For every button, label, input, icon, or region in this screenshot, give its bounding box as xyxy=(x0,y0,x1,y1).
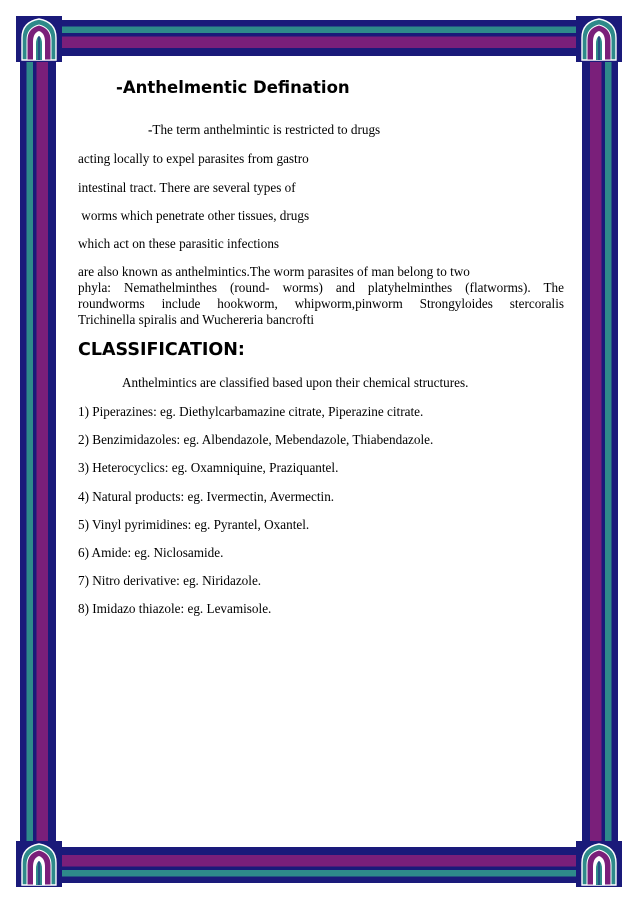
classification-item: 4) Natural products: eg. Ivermectin, Avermectin. xyxy=(78,489,335,504)
intro-line-1 xyxy=(148,122,380,138)
intro-line-9: Trichinella spiralis and Wuchereria bancrofti xyxy=(78,312,315,327)
corner-top-right-arch-icon xyxy=(576,16,622,62)
bottom-border-bar xyxy=(22,847,616,883)
classification-item: 5) Vinyl pyrimidines: eg. Pyrantel, Oxantel. xyxy=(78,517,310,532)
corner-bottom-right-arch-icon xyxy=(576,841,622,887)
left-border-bar xyxy=(20,22,56,882)
page-title: -Anthelmentic Defination xyxy=(116,78,350,97)
intro-line-8: roundworms include hookworm, whipworm,pinworm Strongyloides stercoralis xyxy=(78,296,564,311)
corner-top-left-arch-icon xyxy=(16,16,62,62)
intro-line-4: worms which penetrate other tissues, drugs xyxy=(78,208,310,223)
intro-line-1-text: The term anthelmintic is restricted to drugs xyxy=(152,122,381,137)
intro-line-5: which act on these parasitic infections xyxy=(78,236,280,251)
classification-item: 2) Benzimidazoles: eg. Albendazole, Mebendazole, Thiabendazole. xyxy=(78,432,434,447)
classification-item: 7) Nitro derivative: eg. Niridazole. xyxy=(78,573,262,588)
classification-item: 8) Imidazo thiazole: eg. Levamisole. xyxy=(78,601,272,616)
classification-item: 3) Heterocyclics: eg. Oxamniquine, Praziquantel. xyxy=(78,460,339,475)
intro-line-2: acting locally to expel parasites from gastro xyxy=(78,151,309,166)
top-border-bar xyxy=(22,20,616,56)
classification-intro: Anthelmintics are classified based upon their chemical structures. xyxy=(122,375,469,390)
classification-item: 6) Amide: eg. Niclosamide. xyxy=(78,545,224,560)
intro-line-3: intestinal tract. There are several types of xyxy=(78,180,296,195)
corner-bottom-left-arch-icon xyxy=(16,841,62,887)
intro-lead-dash: - xyxy=(148,122,153,137)
right-border-bar xyxy=(582,22,618,882)
intro-line-7: phyla: Nemathelminthes (round- worms) and platyhelminthes (flatworms). The xyxy=(78,280,564,295)
classification-heading: CLASSIFICATION: xyxy=(78,340,245,360)
intro-line-6: are also known as anthelmintics.The worm parasites of man belong to two xyxy=(78,264,470,279)
classification-item: 1) Piperazines: eg. Diethylcarbamazine citrate, Piperazine citrate. xyxy=(78,404,424,419)
